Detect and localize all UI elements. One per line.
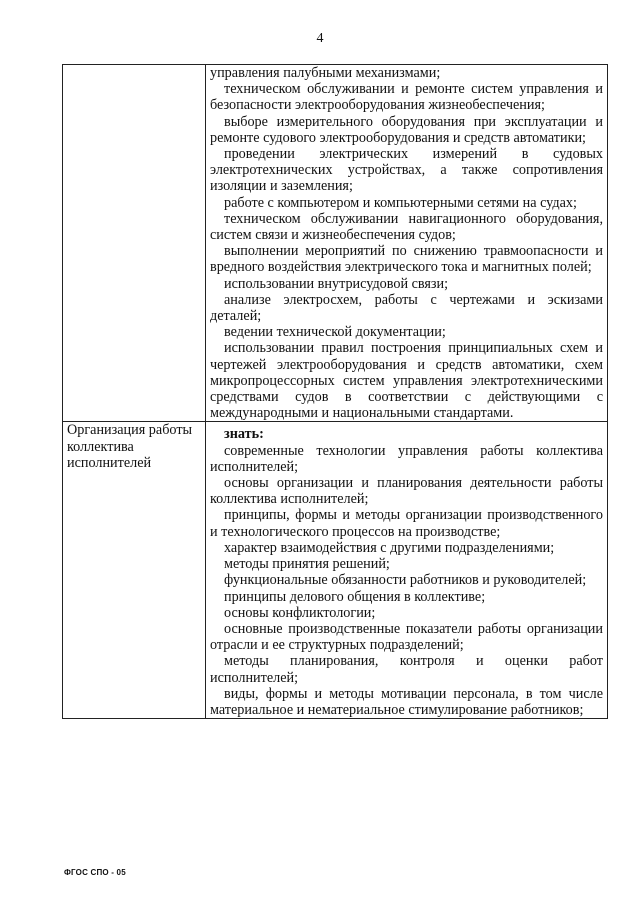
list-item: современные технологии управления работы коллектива исполнителей; xyxy=(210,442,603,475)
list-item: функциональные обязанности работников и руководителей; xyxy=(224,572,587,589)
table-cell-content xyxy=(206,65,608,422)
list-item: проведении электрических измерений в судовых электротехнических устройствах, а также сопротивления изоляции и заземления; xyxy=(210,146,603,195)
list-item: характер взаимодействия с другими подразделениями; xyxy=(224,539,555,556)
section-heading: знать: xyxy=(224,426,264,443)
table-row xyxy=(63,65,608,422)
list-item: техническом обслуживании навигационного оборудования, систем связи и жизнеобеспечения судов; xyxy=(210,210,603,244)
list-item: принципы делового общения в коллективе; xyxy=(224,588,486,605)
competency-table xyxy=(62,64,608,719)
list-item: техническом обслуживании и ремонте систем управления и безопасности электрооборудования жизнеобеспечения; xyxy=(210,81,603,114)
list-item: методы принятия решений; xyxy=(224,556,390,573)
list-item: методы планирования, контроля и оценки работ исполнителей; xyxy=(210,653,603,686)
table-cell-left: Организация работы коллектива исполнителей xyxy=(63,422,206,719)
list-item: основы конфликтологии; xyxy=(224,604,376,621)
list-item: ведении технической документации; xyxy=(224,324,446,341)
table-row xyxy=(63,422,608,719)
list-item: работе с компьютером и компьютерными сетями на судах; xyxy=(224,194,577,211)
list-item: выполнении мероприятий по снижению травмоопасности и вредного воздействия электрического тока и магнитных полей; xyxy=(210,243,603,276)
list-item: виды, формы и методы мотивации персонала, в том числе материальное и нематериальное стимулирование работников; xyxy=(210,685,603,718)
list-item: принципы, формы и методы организации производственного и технологического процессов на производстве; xyxy=(210,507,603,540)
list-item: основы организации и планирования деятельности работы коллектива исполнителей; xyxy=(210,475,603,508)
list-item: выборе измерительного оборудования при эксплуатации и ремонте судового электрооборудования и средств автоматики; xyxy=(210,113,603,146)
table-cell-left xyxy=(63,65,206,422)
list-item: управления палубными механизмами; xyxy=(210,65,441,81)
list-item: анализе электросхем, работы с чертежами и эскизами деталей; xyxy=(210,291,603,325)
table-cell-content xyxy=(206,422,608,719)
page-number: 4 xyxy=(316,31,324,46)
footer-label: ФГОС СПО - 05 xyxy=(64,868,126,877)
list-item: использовании внутрисудовой связи; xyxy=(224,275,449,292)
list-item: основные производственные показатели работы организации отрасли и ее структурных подразделений; xyxy=(210,620,603,654)
list-item: использовании правил построения принципиальных схем и чертежей электрооборудования и средств автоматики, схем микропроцессорных систем управления электротехническими средствами судов в соответствии с действующими с международными и национальными стандартами. xyxy=(210,340,603,422)
